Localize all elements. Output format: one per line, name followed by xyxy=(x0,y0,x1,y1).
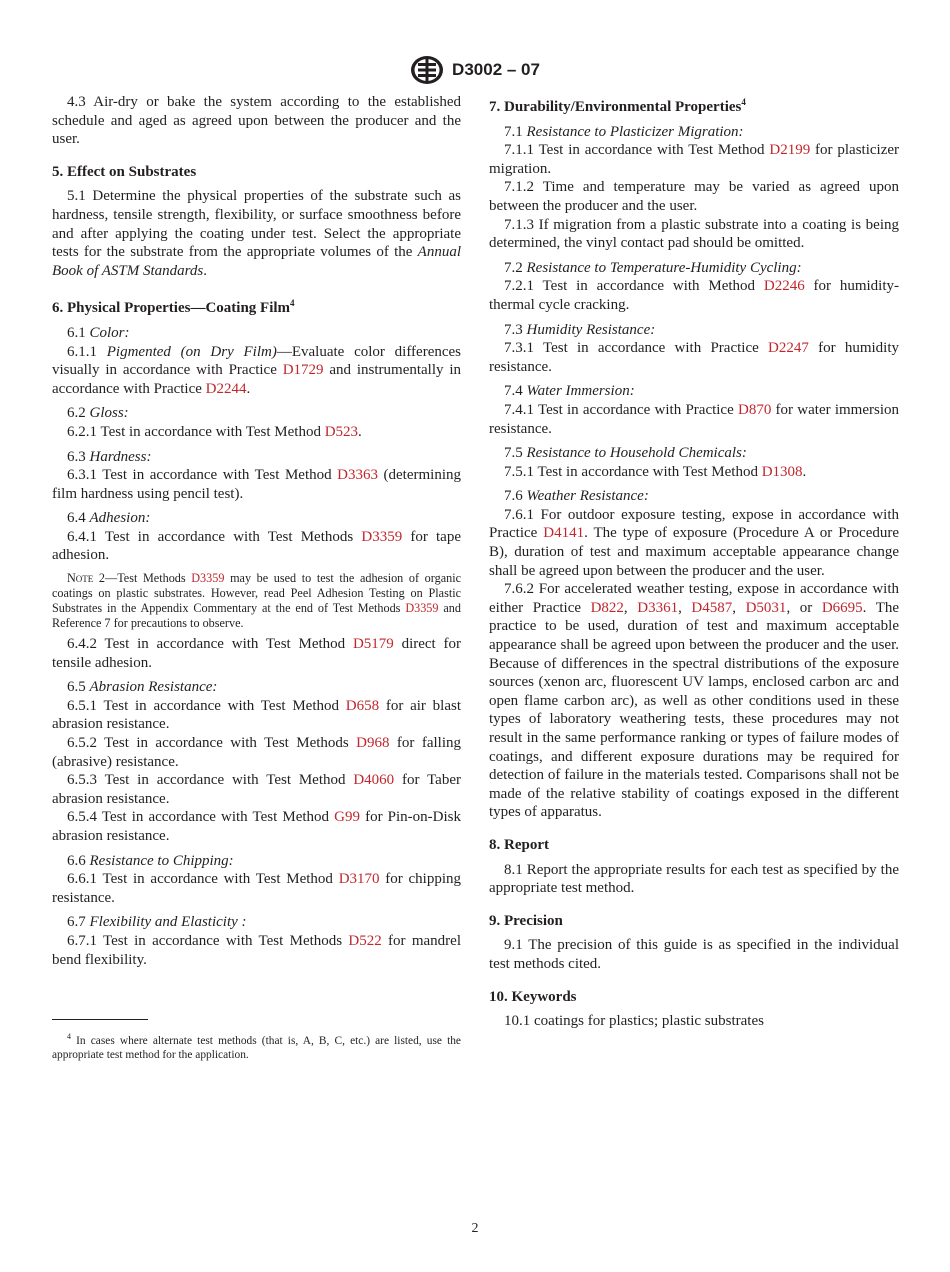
page-header xyxy=(0,55,950,85)
ref-link-d3359[interactable]: D3359 xyxy=(361,528,403,545)
para-6-4: 6.4 Adhesion: xyxy=(67,510,151,527)
footnote-rule xyxy=(52,1019,148,1020)
para-7-4: 7.4 Water Immersion: xyxy=(504,383,635,400)
ref-link-d1729[interactable]: D1729 xyxy=(282,362,324,379)
footnote-ref: 4 xyxy=(741,97,746,107)
para-6-2-1: 6.2.1 Test in accordance with Test Method D523. xyxy=(67,423,362,440)
page-number: 2 xyxy=(471,1221,479,1236)
para-6-4-2: 6.4.2 Test in accordance with Test Method D5179 direct for tensile adhesion. xyxy=(52,636,462,671)
para-7-5: 7.5 Resistance to Household Chemicals: xyxy=(504,445,747,462)
para-6-5-2: 6.5.2 Test in accordance with Test Methods D968 for falling (abrasive) resistance. xyxy=(52,735,461,770)
para-6-6-1: 6.6.1 Test in accordance with Test Method D3170 for chipping resistance. xyxy=(52,871,462,906)
para-6-5: 6.5 Abrasion Resistance: xyxy=(67,679,218,696)
ref-link-d2244[interactable]: D2244 xyxy=(205,380,247,397)
para-6-6: 6.6 Resistance to Chipping: xyxy=(67,852,234,869)
para-7-1-3: 7.1.3 If migration from a plastic substrate into a coating is being determined, the vinyl contact pad should be omitted. xyxy=(489,216,899,252)
para-7-5-1: 7.5.1 Test in accordance with Test Method D1308. xyxy=(504,463,807,480)
ref-link-d3359-note[interactable]: D3359 xyxy=(191,571,225,586)
astm-logo-icon xyxy=(410,55,444,85)
designation: D3002 – 07 xyxy=(452,60,540,79)
para-6-1: 6.1 Color: xyxy=(67,324,130,341)
section-10-heading: 10. Keywords xyxy=(489,988,577,1005)
para-6-1-1: 6.1.1 Pigmented (on Dry Film)—Evaluate color differences visually in accordance with Practice D1729 and instrumentally in accordance with Practice D2244. xyxy=(52,343,462,397)
para-9-1: 9.1 The precision of this guide is as specified in the individual test methods cited. xyxy=(489,937,899,972)
para-6-5-4: 6.5.4 Test in accordance with Test Method G99 for Pin-on-Disk abrasion resistance. xyxy=(52,809,462,844)
ref-link-d5179[interactable]: D5179 xyxy=(352,636,394,653)
para-7-6: 7.6 Weather Resistance: xyxy=(504,488,649,505)
para-7-4-1: 7.4.1 Test in accordance with Practice D870 for water immersion resistance. xyxy=(489,401,899,437)
para-7-6-1: 7.6.1 For outdoor exposure testing, expose in accordance with Practice D4141. The type of exposure (Procedure A or Procedure B), duration of test and maximum acceptable appearance change shall be agreed upon between the producer and the user. xyxy=(489,506,899,579)
ref-link-d968[interactable]: D968 xyxy=(356,735,390,752)
left-column xyxy=(52,93,461,969)
footnote-ref: 4 xyxy=(290,298,295,309)
ref-link-d2247[interactable]: D2247 xyxy=(768,340,809,357)
ref-link-d1308[interactable]: D1308 xyxy=(761,463,803,480)
para-7-6-2: 7.6.2 For accelerated weather testing, expose in accordance with either Practice D822, D3361, D4587, D5031, or D6695. The practice to be used, duration of test and maximum acceptable appearance shall be agreed upon between the producer and the user. Because of differences in the spectral distributions of the exposure sources (xenon arc, fluorescent UV lamps, enclosed carbon arc and open flame carbon arc), as well as other conditions used in these types of laboratory weathering tests, these procedures may not result in the same performance ranking or types of failure modes of coatings, and different exposure durations may be required for detection of failure in the materials tested. Comparisons shall not be made of the relative stability of coatings exposed in the different types of apparatus. xyxy=(489,581,900,821)
ref-link-d3170[interactable]: D3170 xyxy=(338,871,380,888)
note-2: Note 2—Test Methods D3359 may be used to test the adhesion of organic coatings on plastic substrates. However, read Peel Adhesion Testing on Plastic Substrates in the Appendix Commentary at the end of Test Methods D3359 and Reference 7 for precautions to observe. xyxy=(52,571,461,631)
para-7-1: 7.1 Resistance to Plasticizer Migration: xyxy=(504,123,744,140)
ref-link-d822[interactable]: D822 xyxy=(590,599,624,616)
section-6-heading: 6. Physical Properties—Coating Film$^4$ xyxy=(52,298,295,317)
ref-link-d523[interactable]: D523 xyxy=(324,423,359,440)
ref-link-d4060[interactable]: D4060 xyxy=(353,772,395,789)
ref-link-d2246[interactable]: D2246 xyxy=(763,278,805,295)
ref-link-d4587[interactable]: D4587 xyxy=(691,599,733,616)
para-7-2-1: 7.2.1 Test in accordance with Method D2246 for humidity-thermal cycle cracking. xyxy=(489,278,899,313)
ref-link-d522[interactable]: D522 xyxy=(348,932,382,949)
para-7-1-2: 7.1.2 Time and temperature may be varied as agreed upon between the producer and the user. xyxy=(489,179,899,214)
ref-link-d2199[interactable]: D2199 xyxy=(769,142,811,159)
para-8-1: 8.1 Report the appropriate results for each test as specified by the appropriate test method. xyxy=(489,861,899,897)
para-6-2: 6.2 Gloss: xyxy=(67,405,129,422)
ref-link-d3361[interactable]: D3361 xyxy=(637,599,679,616)
section-9-heading: 9. Precision xyxy=(489,912,563,929)
section-5-heading: 5. Effect on Substrates xyxy=(52,163,197,180)
ref-link-d870[interactable]: D870 xyxy=(737,401,772,418)
footnote-4: $^4$ In cases where alternate test methods (that is, A, B, C, etc.) are listed, use the appropriate test method for the application. xyxy=(52,1032,461,1061)
para-6-5-3: 6.5.3 Test in accordance with Test Method D4060 for Taber abrasion resistance. xyxy=(52,772,461,807)
para-5-1: 5.1 Determine the physical properties of the substrate such as hardness, tensile strength, flexibility, or surface smoothness before and after applying the coating under test. Select the appropriate tests for the substrate from the appropriate volumes of the Annual Book of ASTM Standards. xyxy=(52,188,461,279)
para-7-3-1: 7.3.1 Test in accordance with Practice D2247 for humidity resistance. xyxy=(489,340,899,375)
ref-link-d3359-note-2[interactable]: D3359 xyxy=(405,601,439,616)
section-8-heading: 8. Report xyxy=(489,836,549,853)
ref-link-d3363[interactable]: D3363 xyxy=(337,467,378,484)
para-7-1-1: 7.1.1 Test in accordance with Test Method D2199 for plasticizer migration. xyxy=(489,142,900,177)
para-6-5-1: 6.5.1 Test in accordance with Test Method D658 for air blast abrasion resistance. xyxy=(52,697,462,733)
ref-link-d6695[interactable]: D6695 xyxy=(821,599,863,616)
section-7-heading: 7. Durability/Environmental Properties$^4$ xyxy=(489,97,746,115)
para-6-4-1: 6.4.1 Test in accordance with Test Methods D3359 for tape adhesion. xyxy=(52,528,461,564)
right-column xyxy=(489,93,899,1031)
ref-link-d4141[interactable]: D4141 xyxy=(543,525,585,542)
para-7-3: 7.3 Humidity Resistance: xyxy=(504,321,656,338)
para-6-7-1: 6.7.1 Test in accordance with Test Methods D522 for mandrel bend flexibility. xyxy=(52,932,461,968)
para-4-3: 4.3 Air-dry or bake the system according to the established schedule and aged as agreed upon between the producer and the user. xyxy=(52,94,461,148)
ref-link-g99[interactable]: G99 xyxy=(334,809,360,826)
ref-link-d658[interactable]: D658 xyxy=(345,697,380,714)
para-10-1: 10.1 coatings for plastics; plastic substrates xyxy=(504,1013,764,1030)
para-6-7: 6.7 Flexibility and Elasticity : xyxy=(67,914,247,931)
para-7-2: 7.2 Resistance to Temperature-Humidity Cycling: xyxy=(504,259,802,276)
ref-link-d5031[interactable]: D5031 xyxy=(745,599,787,616)
para-6-3-1: 6.3.1 Test in accordance with Test Method D3363 (determining film hardness using pencil test). xyxy=(52,467,462,502)
para-6-3: 6.3 Hardness: xyxy=(67,448,152,465)
